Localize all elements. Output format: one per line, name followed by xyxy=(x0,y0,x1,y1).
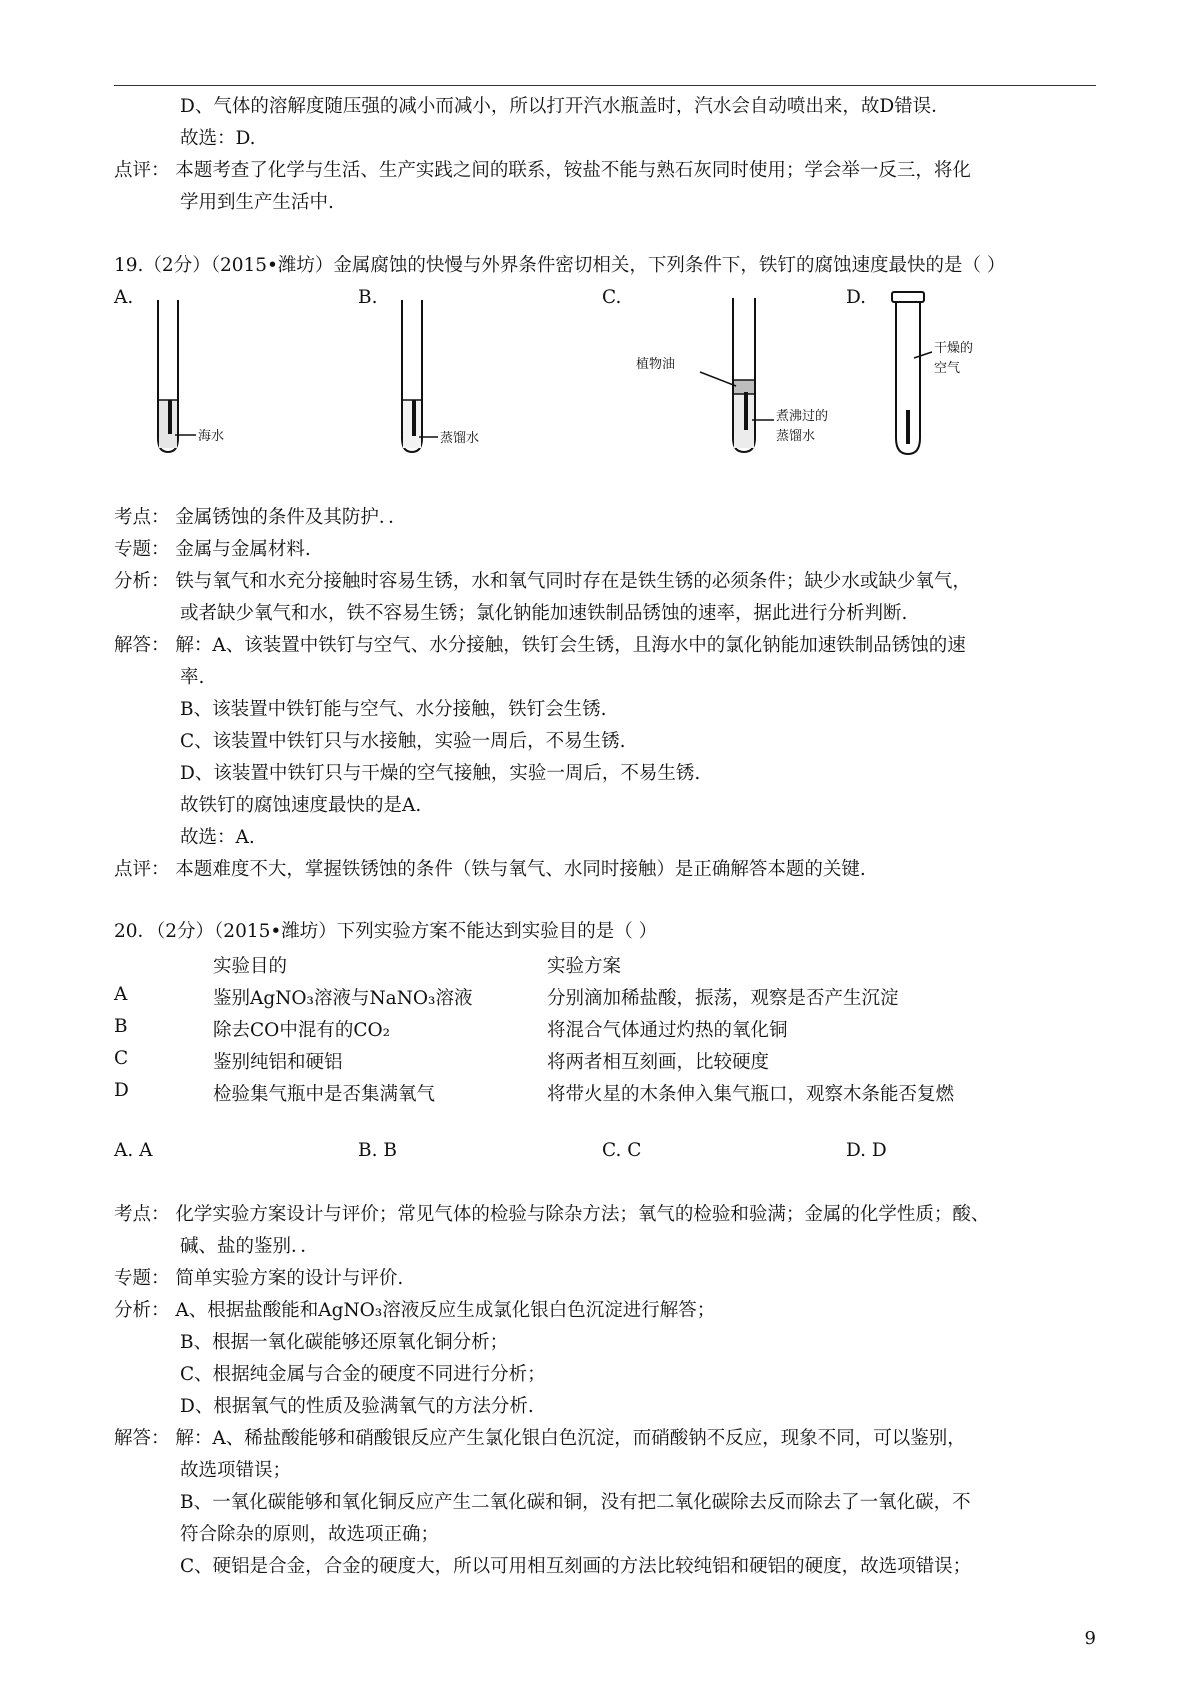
text-line: 解答： 解：A、该装置中铁钉与空气、水分接触，铁钉会生锈，且海水中的氯化钠能加速铁制品锈蚀的速 xyxy=(114,635,966,656)
tube-a xyxy=(158,300,224,452)
text-line: 符合除杂的原则，故选项正确； xyxy=(180,1524,440,1545)
text-line: C、根据纯金属与合金的硬度不同进行分析； xyxy=(180,1364,546,1385)
text-line: 学用到生产生活中. xyxy=(180,192,334,213)
text-line: A. A xyxy=(114,1140,153,1161)
test-tube-figures xyxy=(0,0,1200,480)
text-line: 专题： 金属与金属材料. xyxy=(114,539,311,560)
label-d-1: 干燥的 xyxy=(934,341,974,356)
text-line: B. xyxy=(358,287,378,308)
table-row-c-opt: C xyxy=(114,1048,129,1069)
text-line: 或者缺少氧气和水，铁不容易生锈；氯化钠能加速铁制品锈蚀的速率，据此进行分析判断. xyxy=(180,603,908,624)
text-line: B. B xyxy=(358,1140,397,1161)
text-line: 19.（2分）（2015•潍坊）金属腐蚀的快慢与外界条件密切相关，下列条件下，铁钉的腐蚀速度最快的是（ ） xyxy=(114,255,1006,276)
table-row-a-goal: 鉴别AgNO₃溶液与NaNO₃溶液 xyxy=(213,988,473,1009)
text-line: 20．（2分）（2015•潍坊）下列实验方案不能达到实验目的是（ ） xyxy=(114,921,658,942)
table-header-plan: 实验方案 xyxy=(547,956,622,977)
table-row-d-goal: 检验集气瓶中是否集满氧气 xyxy=(213,1084,436,1105)
text-line: 故选：A. xyxy=(180,827,255,848)
text-line: D. xyxy=(846,287,867,308)
text-line: 分析： 铁与氧气和水充分接触时容易生锈，水和氧气同时存在是铁生锈的必须条件；缺少水或缺少氧气， xyxy=(114,571,971,592)
table-row-b-goal: 除去CO中混有的CO₂ xyxy=(213,1020,391,1041)
text-line: 专题： 简单实验方案的设计与评价. xyxy=(114,1268,404,1289)
text-line: 分析： A、根据盐酸能和AgNO₃溶液反应生成氯化银白色沉淀进行解答； xyxy=(114,1300,716,1321)
text-line: 碱、盐的鉴别．． xyxy=(180,1236,319,1257)
text-line: 率. xyxy=(180,667,205,688)
text-line: C、硬铝是合金，合金的硬度大，所以可用相互刻画的方法比较纯铝和硬铝的硬度，故选项错误； xyxy=(180,1556,972,1577)
table-row-b-plan: 将混合气体通过灼热的氧化铜 xyxy=(547,1020,788,1041)
table-row-a-plan: 分别滴加稀盐酸，振荡，观察是否产生沉淀 xyxy=(547,988,899,1009)
text-line: 考点： 化学实验方案设计与评价；常见气体的检验与除杂方法；氧气的检验和验满；金属的化学性质；酸、 xyxy=(114,1204,990,1225)
table-row-c-plan: 将两者相互刻画，比较硬度 xyxy=(547,1052,770,1073)
tube-d xyxy=(892,292,973,454)
label-c-oil: 植物油 xyxy=(636,357,676,372)
text-line: D. D xyxy=(846,1140,887,1161)
text-line: C. C xyxy=(602,1140,642,1161)
table-row-c-goal: 鉴别纯铝和硬铝 xyxy=(213,1052,343,1073)
table-header-goal: 实验目的 xyxy=(213,956,288,977)
text-line: C、该装置中铁钉只与水接触，实验一周后，不易生锈. xyxy=(180,731,626,752)
table-row-d-plan: 将带火星的木条伸入集气瓶口，观察木条能否复燃 xyxy=(547,1084,955,1105)
table-row-d-opt: D xyxy=(114,1080,129,1101)
text-line: 故选项错误； xyxy=(180,1460,292,1481)
text-line: B、该装置中铁钉能与空气、水分接触，铁钉会生锈. xyxy=(180,699,607,720)
text-line: B、根据一氧化碳能够还原氧化铜分析； xyxy=(180,1332,509,1353)
label-b: 蒸馏水 xyxy=(440,431,480,446)
label-a: 海水 xyxy=(198,429,225,444)
tube-b xyxy=(402,300,479,452)
text-line: 点评： 本题考查了化学与生活、生产实践之间的联系，铵盐不能与熟石灰同时使用；学会举一反三，将化 xyxy=(114,160,971,181)
text-line: C. xyxy=(602,287,622,308)
table-row-a-opt: A xyxy=(114,984,128,1005)
text-line: 故铁钉的腐蚀速度最快的是A. xyxy=(180,795,422,816)
text-line: 解答： 解：A、稀盐酸能够和硝酸银反应产生氯化银白色沉淀，而硝酸钠不反应，现象不同，可以鉴别， xyxy=(114,1428,966,1449)
text-line: A. xyxy=(114,287,134,308)
text-line: 故选：D. xyxy=(180,128,256,149)
tube-c xyxy=(636,298,828,452)
page-number: 9 xyxy=(1084,1628,1096,1649)
table-row-b-opt: B xyxy=(114,1016,128,1037)
text-line: B、一氧化碳能够和氧化铜反应产生二氧化碳和铜，没有把二氧化碳除去反而除去了一氧化碳，不 xyxy=(180,1492,971,1513)
label-c-water-2: 蒸馏水 xyxy=(776,429,816,444)
text-line: 考点： 金属锈蚀的条件及其防护．． xyxy=(114,507,407,528)
text-line: 点评： 本题难度不大，掌握铁锈蚀的条件（铁与氧气、水同时接触）是正确解答本题的关键. xyxy=(114,859,866,880)
label-c-water-1: 煮沸过的 xyxy=(776,409,829,424)
text-line: D、根据氧气的性质及验满氧气的方法分析. xyxy=(180,1396,534,1417)
label-d-2: 空气 xyxy=(934,361,961,376)
text-line: D、该装置中铁钉只与干燥的空气接触，实验一周后，不易生锈. xyxy=(180,763,701,784)
text-line: D、气体的溶解度随压强的减小而减小，所以打开汽水瓶盖时，汽水会自动喷出来，故D错误． xyxy=(180,96,950,117)
